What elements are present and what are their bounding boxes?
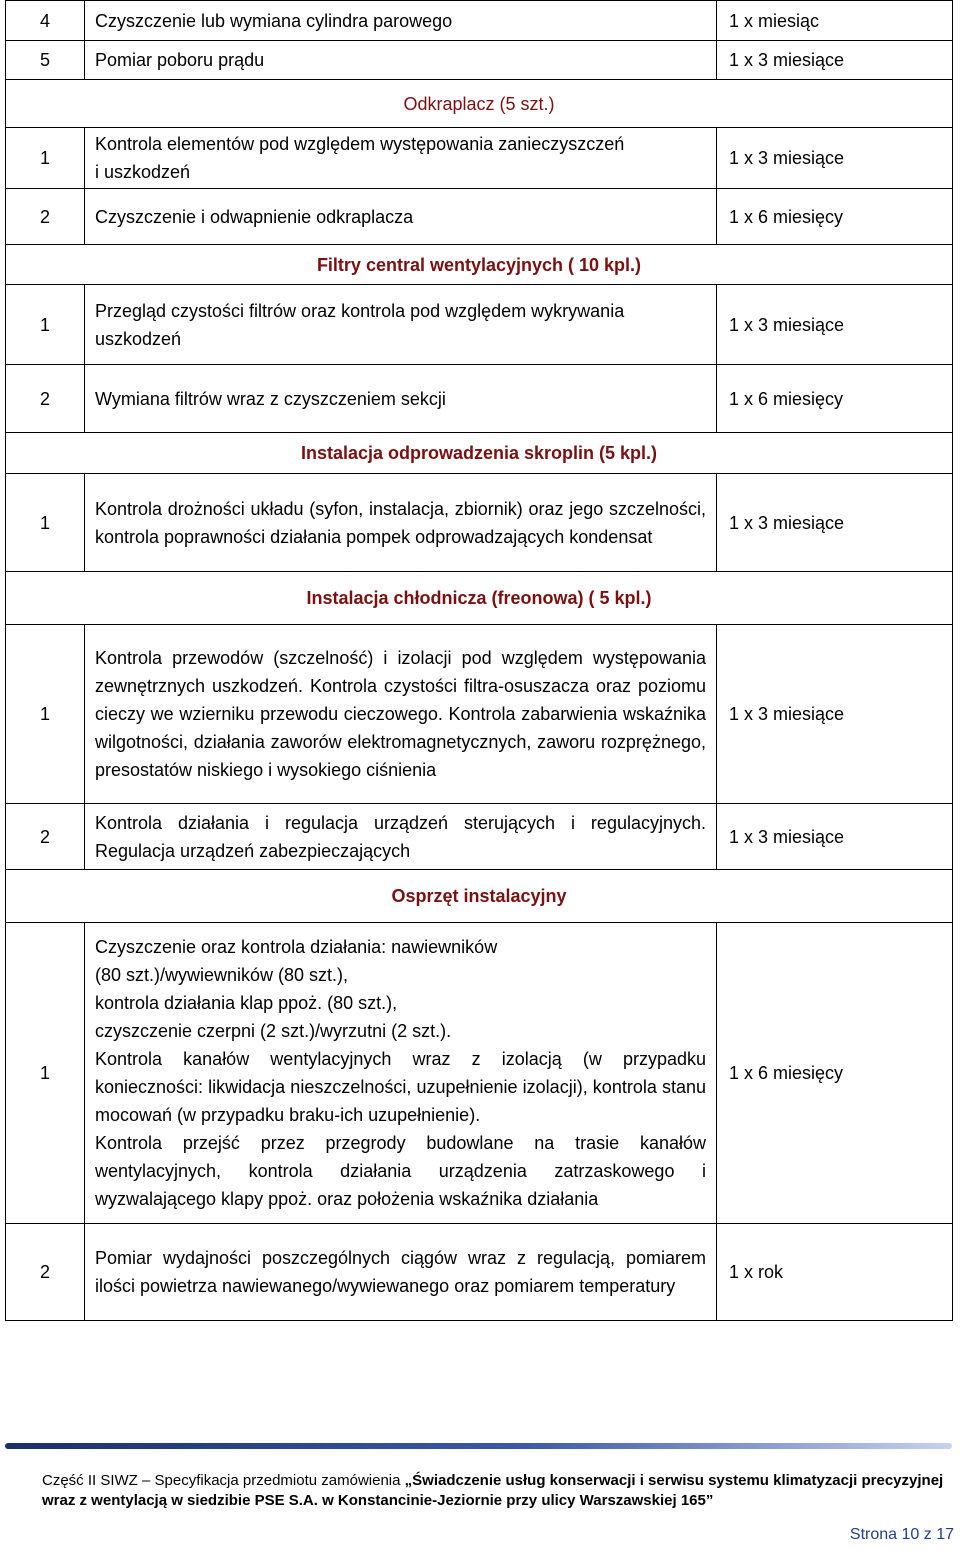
- row-frequency: 1 x 3 miesiące: [717, 474, 953, 572]
- table-row: [6, 365, 953, 433]
- section-header-row: [6, 433, 953, 474]
- row-description: [85, 285, 717, 365]
- description-line: Kontrola przejść przez przegrody budowlane na trasie kanałów wentylacyjnych, kontrola działania urządzenia zatrzaskowego i wyzwalającego klapy ppoż. oraz położenia wskaźnika działania: [95, 1133, 706, 1209]
- footer-prefix: Część II SIWZ – Specyfikacja przedmiotu zamówienia: [42, 1472, 405, 1489]
- row-number: 1: [6, 474, 85, 572]
- row-number: 2: [6, 1224, 85, 1321]
- description-line: Kontrola elementów pod względem występowania zanieczyszczeń: [95, 134, 625, 154]
- maintenance-table: [5, 0, 953, 1321]
- table-row: [6, 474, 953, 572]
- table-row: [6, 923, 953, 1224]
- description-line: i uszkodzeń: [95, 162, 191, 182]
- page-number: Strona 10 z 17: [849, 1526, 954, 1543]
- row-description: Czyszczenie lub wymiana cylindra parowego: [85, 1, 717, 41]
- row-number: 2: [6, 804, 85, 870]
- row-description: Wymiana filtrów wraz z czyszczeniem sekcji: [85, 365, 717, 433]
- row-frequency: 1 x 3 miesiące: [717, 625, 953, 804]
- table-row: [6, 625, 953, 804]
- row-frequency: 1 x rok: [717, 1224, 953, 1321]
- row-frequency: 1 x 3 miesiące: [717, 285, 953, 365]
- table-row: [6, 804, 953, 870]
- table-row: [6, 1224, 953, 1321]
- row-frequency: 1 x 6 miesięcy: [717, 365, 953, 433]
- row-description: Kontrola drożności układu (syfon, instalacja, zbiornik) oraz jego szczelności, kontrola poprawności działania pompek odprowadzających kondensat: [85, 474, 717, 572]
- row-number: 2: [6, 189, 85, 245]
- section-title: Instalacja odprowadzenia skroplin (5 kpl.): [6, 433, 953, 474]
- section-title: Instalacja chłodnicza (freonowa) ( 5 kpl.): [6, 572, 953, 625]
- section-header-row: [6, 870, 953, 923]
- row-description: [85, 128, 717, 189]
- row-number: 1: [6, 625, 85, 804]
- footer-text: [42, 1471, 957, 1511]
- table-row: [6, 128, 953, 189]
- row-description: Pomiar wydajności poszczególnych ciągów wraz z regulacją, pomiarem ilości powietrza nawiewanego/wywiewanego oraz pomiarem temperatury: [85, 1224, 717, 1321]
- description-line: Przegląd czystości filtrów oraz kontrola pod względem wykrywania: [95, 300, 625, 321]
- table-row: [6, 285, 953, 365]
- row-description: [85, 923, 717, 1224]
- row-description: Kontrola przewodów (szczelność) i izolacji pod względem występowania zewnętrznych uszkodzeń. Kontrola czystości filtra-osuszacza oraz poziomu cieczy we wzierniku przewodu cieczowego. Kontrola zabarwienia wskaźnika wilgotności, działania zaworów elektromagnetycznych, zaworu rozprężnego, presostatów niskiego i wysokiego ciśnienia: [85, 625, 717, 804]
- row-description: Kontrola działania i regulacja urządzeń sterujących i regulacyjnych. Regulacja urządzeń zabezpieczających: [85, 804, 717, 870]
- section-header-row: [6, 572, 953, 625]
- footer-bold-title: „Świadczenie usług konserwacji i serwisu systemu klimatyzacji precyzyjnej wraz z wentylacją w siedzibie PSE S.A. w Konstancinie-Jeziornie przy ulicy Warszawskiej 165”: [42, 1472, 944, 1509]
- row-frequency: 1 x 3 miesiące: [717, 41, 953, 80]
- table-row: [6, 41, 953, 80]
- row-frequency: 1 x miesiąc: [717, 1, 953, 41]
- description-line: Kontrola kanałów wentylacyjnych wraz z izolacją (w przypadku konieczności: likwidacja nieszczelności, uzupełnienie izolacji), kontrola stanu mocowań (w przypadku braku-ich uzupełnienie).: [95, 1049, 706, 1125]
- row-frequency: 1 x 3 miesiące: [717, 804, 953, 870]
- section-title: Osprzęt instalacyjny: [6, 870, 953, 923]
- description-line: (80 szt.)/wywiewników (80 szt.),: [95, 965, 349, 985]
- row-number: 5: [6, 41, 85, 80]
- section-title: Odkraplacz (5 szt.): [6, 80, 953, 128]
- row-frequency: 1 x 3 miesiące: [717, 128, 953, 189]
- row-number: 1: [6, 923, 85, 1224]
- description-line: Czyszczenie oraz kontrola działania: nawiewników: [95, 937, 498, 957]
- section-header-row: [6, 80, 953, 128]
- footer-rule: [5, 1443, 952, 1449]
- row-number: 1: [6, 285, 85, 365]
- description-line: czyszczenie czerpni (2 szt.)/wyrzutni (2 szt.).: [95, 1021, 452, 1041]
- row-frequency: 1 x 6 miesięcy: [717, 923, 953, 1224]
- row-frequency: 1 x 6 miesięcy: [717, 189, 953, 245]
- table-row: [6, 1, 953, 41]
- description-line: uszkodzeń: [95, 328, 182, 349]
- row-number: 2: [6, 365, 85, 433]
- row-number: 4: [6, 1, 85, 41]
- section-title: Filtry central wentylacyjnych ( 10 kpl.): [6, 245, 953, 285]
- row-description: Czyszczenie i odwapnienie odkraplacza: [85, 189, 717, 245]
- row-description: Pomiar poboru prądu: [85, 41, 717, 80]
- row-number: 1: [6, 128, 85, 189]
- table-row: [6, 189, 953, 245]
- description-line: kontrola działania klap ppoż. (80 szt.),: [95, 993, 398, 1013]
- section-header-row: [6, 245, 953, 285]
